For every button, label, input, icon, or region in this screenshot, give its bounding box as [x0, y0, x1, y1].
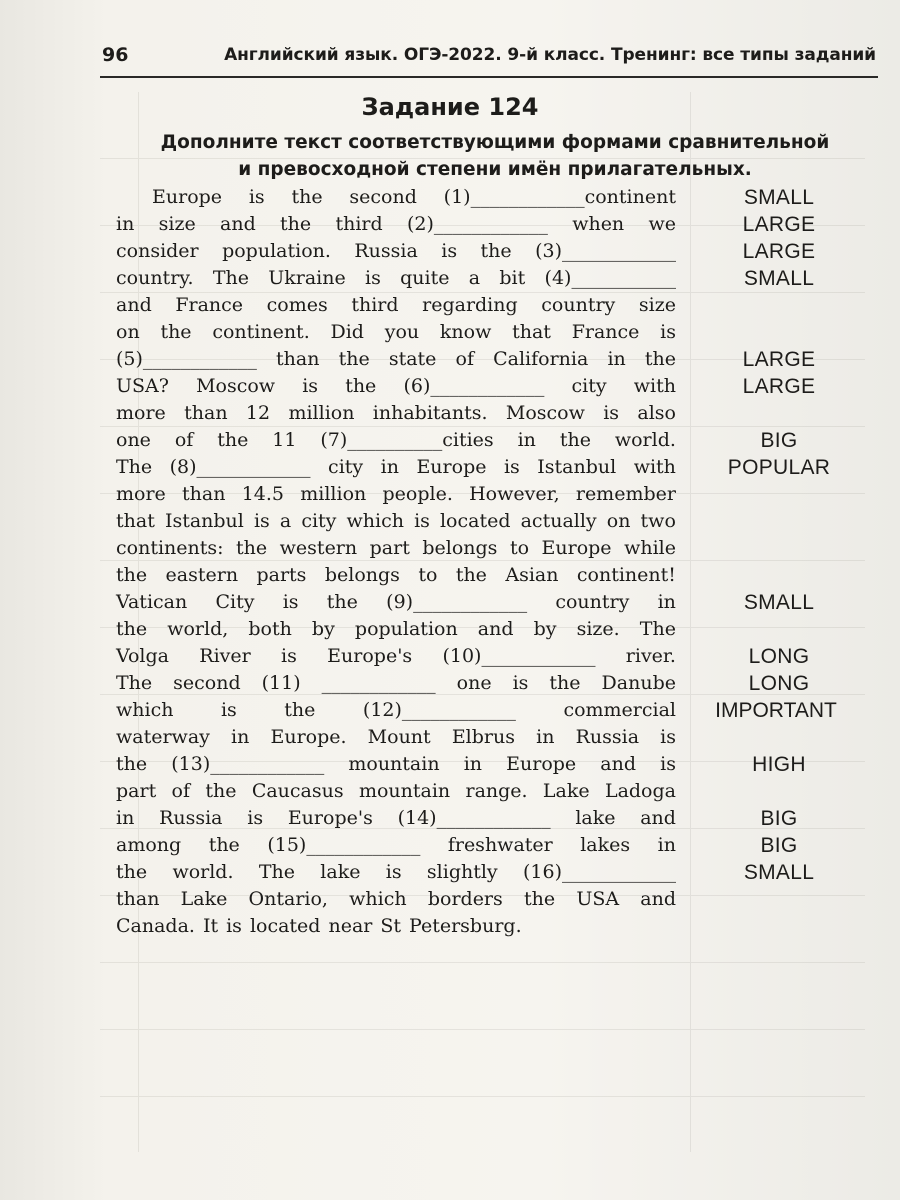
text-word: while [624, 537, 676, 559]
text-word: with [633, 375, 676, 397]
text-word: western [279, 537, 358, 559]
text-word: Russia [354, 240, 418, 262]
text-word: two [640, 510, 676, 532]
answer-blank: (5)____________ [116, 348, 257, 370]
word-bank-item: LARGE [742, 240, 816, 263]
text-word: in [657, 591, 676, 613]
text-word: the [523, 888, 556, 910]
instruction-line: и превосходной степени имён прилагательных. [238, 159, 752, 180]
text-word: size. [576, 618, 620, 640]
text-word: Europe [152, 186, 223, 208]
text-word: However, [469, 483, 560, 505]
text-word: Mount [367, 726, 431, 748]
text-line [116, 670, 676, 697]
text-word: Russia [575, 726, 640, 748]
text-word: that [512, 321, 551, 343]
text-word: in [116, 807, 135, 829]
text-line [116, 535, 676, 562]
answer-blank: (15)____________ [267, 834, 421, 856]
text-word: Danube [601, 672, 676, 694]
text-word: the [160, 321, 192, 343]
text-word: Moscow [196, 375, 276, 397]
text-word: by [533, 618, 557, 640]
text-line [116, 724, 676, 751]
text-word: the [208, 834, 240, 856]
text-word: and [116, 294, 152, 316]
word-bank-item: BIG [760, 834, 798, 857]
text-word: country. [116, 267, 194, 289]
text-word: population [354, 618, 458, 640]
text-word: Istanbul [537, 456, 617, 478]
text-word: Europe [506, 753, 577, 775]
text-word: mountain [348, 753, 440, 775]
answer-blank: (6)____________ [403, 375, 545, 397]
text-word: also [637, 402, 676, 424]
text-line [116, 400, 676, 427]
text-word: The [212, 267, 249, 289]
text-line [116, 427, 676, 454]
text-word: is [282, 591, 299, 613]
text-word: the [559, 429, 591, 451]
text-word: Ontario, [248, 888, 328, 910]
text-word: Moscow [505, 402, 585, 424]
text-word: City [215, 591, 255, 613]
text-word: Istanbul [164, 510, 244, 532]
text-word: in [517, 429, 536, 451]
text-word: third [351, 294, 399, 316]
text-word: the [284, 699, 316, 721]
text-word: and [600, 753, 637, 775]
text-word: the [291, 186, 323, 208]
text-word: in [380, 456, 399, 478]
text-line [116, 589, 676, 616]
text-line [116, 859, 676, 886]
text-word: the [644, 348, 676, 370]
text-word: the [217, 429, 249, 451]
text-word: in [116, 213, 135, 235]
text-word: in [463, 753, 483, 775]
text-word: located [249, 915, 321, 937]
text-line [116, 184, 676, 211]
text-word: located [439, 510, 511, 532]
answer-blank: (10)____________ [442, 645, 596, 667]
text-word: St [380, 915, 402, 937]
text-word: The [258, 861, 295, 883]
text-word: is [302, 375, 319, 397]
word-bank-item: SMALL [743, 186, 815, 209]
text-word: world. [172, 861, 234, 883]
word-bank-item: IMPORTANT [715, 699, 837, 722]
text-line [116, 373, 676, 400]
text-word: regarding [422, 294, 518, 316]
text-word: world, [167, 618, 229, 640]
text-word: and [477, 618, 514, 640]
text-word: The [116, 672, 153, 694]
text-word: than [116, 888, 160, 910]
answer-blank: (3)____________ [535, 240, 676, 262]
text-word: is [660, 753, 676, 775]
text-word: when [572, 213, 625, 235]
text-word: River [199, 645, 251, 667]
text-word: know [439, 321, 492, 343]
text-word: Petersburg. [409, 915, 522, 937]
word-bank-item: LONG [748, 645, 810, 668]
running-title: Английский язык. ОГЭ-2022. 9-й класс. Тренинг: все типы заданий [224, 45, 876, 65]
text-word: continent. [212, 321, 310, 343]
text-word: France [571, 321, 640, 343]
text-word: in [607, 348, 626, 370]
word-bank-item: SMALL [743, 267, 815, 290]
text-word: quite [400, 267, 450, 289]
answer-blank: (7)__________cities [320, 429, 494, 451]
text-word: with [633, 456, 676, 478]
text-word: The [116, 456, 153, 478]
text-word: million [300, 483, 367, 505]
text-word: is [660, 321, 676, 343]
text-word: the [280, 213, 312, 235]
text-line [116, 562, 676, 589]
word-bank-item: LARGE [742, 213, 816, 236]
text-word: is [414, 510, 430, 532]
text-word: is [512, 672, 529, 694]
text-word: is [441, 240, 458, 262]
text-word: bit [499, 267, 526, 289]
text-word: part [116, 780, 157, 802]
answer-blank: (1)____________continent [443, 186, 676, 208]
text-word: the [549, 672, 581, 694]
text-line [116, 481, 676, 508]
text-word: comes [266, 294, 328, 316]
instruction-line: Дополните текст соответствующими формами сравнительной [160, 132, 830, 153]
text-line [116, 886, 676, 913]
text-word: the [338, 348, 370, 370]
text-word: is [603, 402, 620, 424]
answer-blank: (9)____________ [386, 591, 528, 613]
text-word: is [385, 861, 402, 883]
text-word: continent! [576, 564, 676, 586]
text-word: Canada. [116, 915, 195, 937]
answer-blank: (14)____________ [397, 807, 551, 829]
text-word: USA [576, 888, 620, 910]
word-bank-item: BIG [760, 429, 798, 452]
text-word: 11 [272, 429, 297, 451]
text-word: river. [625, 645, 676, 667]
text-word: the [480, 240, 512, 262]
text-word: Elbrus [451, 726, 515, 748]
text-line [116, 643, 676, 670]
text-word: than [184, 402, 228, 424]
text-word: is [226, 915, 242, 937]
text-word: in [231, 726, 250, 748]
word-bank-item: LARGE [742, 348, 816, 371]
answer-blank: (8)____________ [169, 456, 311, 478]
text-word: a [279, 510, 292, 532]
text-line [116, 454, 676, 481]
text-word: belongs [422, 537, 498, 559]
text-word: second [349, 186, 417, 208]
text-word: Lake [180, 888, 228, 910]
text-word: Volga [116, 645, 169, 667]
text-word: the [236, 537, 268, 559]
text-word: size [638, 294, 676, 316]
text-word: Caucasus [251, 780, 344, 802]
answer-blank: (16)____________ [522, 861, 676, 883]
text-word: Vatican [116, 591, 188, 613]
text-word: the [205, 780, 237, 802]
text-word: belongs [324, 564, 400, 586]
text-word: the [326, 591, 358, 613]
text-line [116, 751, 676, 778]
text-word: Europe's [327, 645, 413, 667]
text-word: a [468, 267, 481, 289]
text-word: USA? [116, 375, 169, 397]
word-bank-item: SMALL [743, 861, 815, 884]
text-word: which [116, 699, 174, 721]
text-word: you [384, 321, 420, 343]
text-word: 14.5 [241, 483, 285, 505]
page-number: 96 [102, 44, 129, 66]
text-line [116, 832, 676, 859]
text-word: million [288, 402, 355, 424]
text-word: is [365, 267, 381, 289]
word-bank-item: POPULAR [727, 456, 831, 479]
text-word: on [116, 321, 140, 343]
text-line [116, 211, 676, 238]
text-word: (11) [261, 672, 301, 694]
text-word: Ukraine [268, 267, 346, 289]
text-word: city [571, 375, 607, 397]
text-word: near [328, 915, 373, 937]
text-word: one [456, 672, 492, 694]
text-word: we [648, 213, 676, 235]
text-word: and [640, 888, 676, 910]
text-line [116, 697, 676, 724]
text-word: is [253, 510, 270, 532]
text-word: to [509, 537, 530, 559]
text-word: 12 [245, 402, 271, 424]
text-word: Asian [505, 564, 559, 586]
text-word: Europe's [287, 807, 373, 829]
text-line [116, 616, 676, 643]
text-word: inhabitants. [372, 402, 488, 424]
text-word: more [116, 483, 166, 505]
text-word: more [116, 402, 166, 424]
text-word: continents: [116, 537, 224, 559]
text-word: one [116, 429, 151, 451]
answer-blank: (4)___________ [544, 267, 676, 289]
text-word: slightly [426, 861, 498, 883]
text-word: world. [614, 429, 676, 451]
text-word: The [639, 618, 676, 640]
text-word: the [455, 564, 487, 586]
text-word: country [541, 294, 616, 316]
text-word: second [173, 672, 241, 694]
text-word: country [555, 591, 630, 613]
text-line [116, 805, 676, 832]
text-word: California [493, 348, 589, 370]
text-word: and [640, 807, 676, 829]
text-word: the [116, 753, 148, 775]
text-word: the [345, 375, 377, 397]
text-word: Ladoga [604, 780, 676, 802]
answer-blank: (12)____________ [362, 699, 516, 721]
text-word: is [503, 456, 520, 478]
page-header [100, 40, 878, 78]
text-word: parts [256, 564, 307, 586]
text-word: city [301, 510, 337, 532]
text-word: is [247, 807, 264, 829]
text-word: Europe [541, 537, 612, 559]
text-word: population. [222, 240, 331, 262]
word-bank-item: BIG [760, 807, 798, 830]
text-word: is [660, 726, 676, 748]
text-word: freshwater [447, 834, 553, 856]
text-line [116, 292, 676, 319]
answer-blank: ____________ [321, 672, 436, 694]
text-word: actually [520, 510, 597, 532]
text-word: of [171, 780, 191, 802]
text-word: eastern [165, 564, 239, 586]
text-word: It [202, 915, 219, 937]
text-word: which [349, 888, 407, 910]
text-line [116, 913, 676, 940]
text-word: mountain [358, 780, 451, 802]
text-word: Europe [416, 456, 487, 478]
text-word: borders [427, 888, 503, 910]
text-word: than [276, 348, 320, 370]
text-word: Europe. [270, 726, 347, 748]
text-word: city [328, 456, 364, 478]
text-word: in [657, 834, 676, 856]
answer-blank: (13)____________ [171, 753, 325, 775]
text-word: lake [320, 861, 361, 883]
text-word: of [455, 348, 474, 370]
text-word: the [116, 861, 148, 883]
text-word: which [346, 510, 404, 532]
text-line [116, 778, 676, 805]
text-word: among [116, 834, 182, 856]
task-instructions [100, 129, 890, 183]
text-word: commercial [563, 699, 676, 721]
text-word: on [606, 510, 631, 532]
text-word: that [116, 510, 155, 532]
text-word: by [311, 618, 335, 640]
text-line [116, 265, 676, 292]
text-word: Lake [542, 780, 590, 802]
text-line [116, 238, 676, 265]
text-word: is [248, 186, 265, 208]
text-word: range. [465, 780, 528, 802]
text-word: lakes [580, 834, 631, 856]
text-word: remember [575, 483, 676, 505]
text-word: waterway [116, 726, 210, 748]
text-word: is [220, 699, 237, 721]
answer-blank: (2)____________ [406, 213, 548, 235]
task-title: Задание 124 [361, 93, 539, 121]
text-word: third [335, 213, 383, 235]
text-word: people. [382, 483, 453, 505]
text-word: the [116, 618, 148, 640]
text-line [116, 346, 676, 373]
text-word: and [220, 213, 256, 235]
exercise-text [116, 184, 676, 940]
text-word: Did [330, 321, 364, 343]
word-bank-item: LARGE [742, 375, 816, 398]
text-word: lake [575, 807, 616, 829]
word-bank-item: HIGH [752, 753, 806, 776]
text-word: Russia [159, 807, 223, 829]
text-word: than [182, 483, 226, 505]
text-word: in [536, 726, 555, 748]
text-word: the [116, 564, 148, 586]
text-word: state [388, 348, 437, 370]
word-bank-item: LONG [748, 672, 810, 695]
text-word: to [418, 564, 438, 586]
text-word: consider [116, 240, 199, 262]
text-line [116, 508, 676, 535]
text-word: of [174, 429, 194, 451]
text-word: is [281, 645, 297, 667]
text-word: France [175, 294, 244, 316]
text-word: both [248, 618, 292, 640]
text-word: size [158, 213, 196, 235]
word-bank-item: SMALL [743, 591, 815, 614]
text-line [116, 319, 676, 346]
text-word: part [369, 537, 410, 559]
